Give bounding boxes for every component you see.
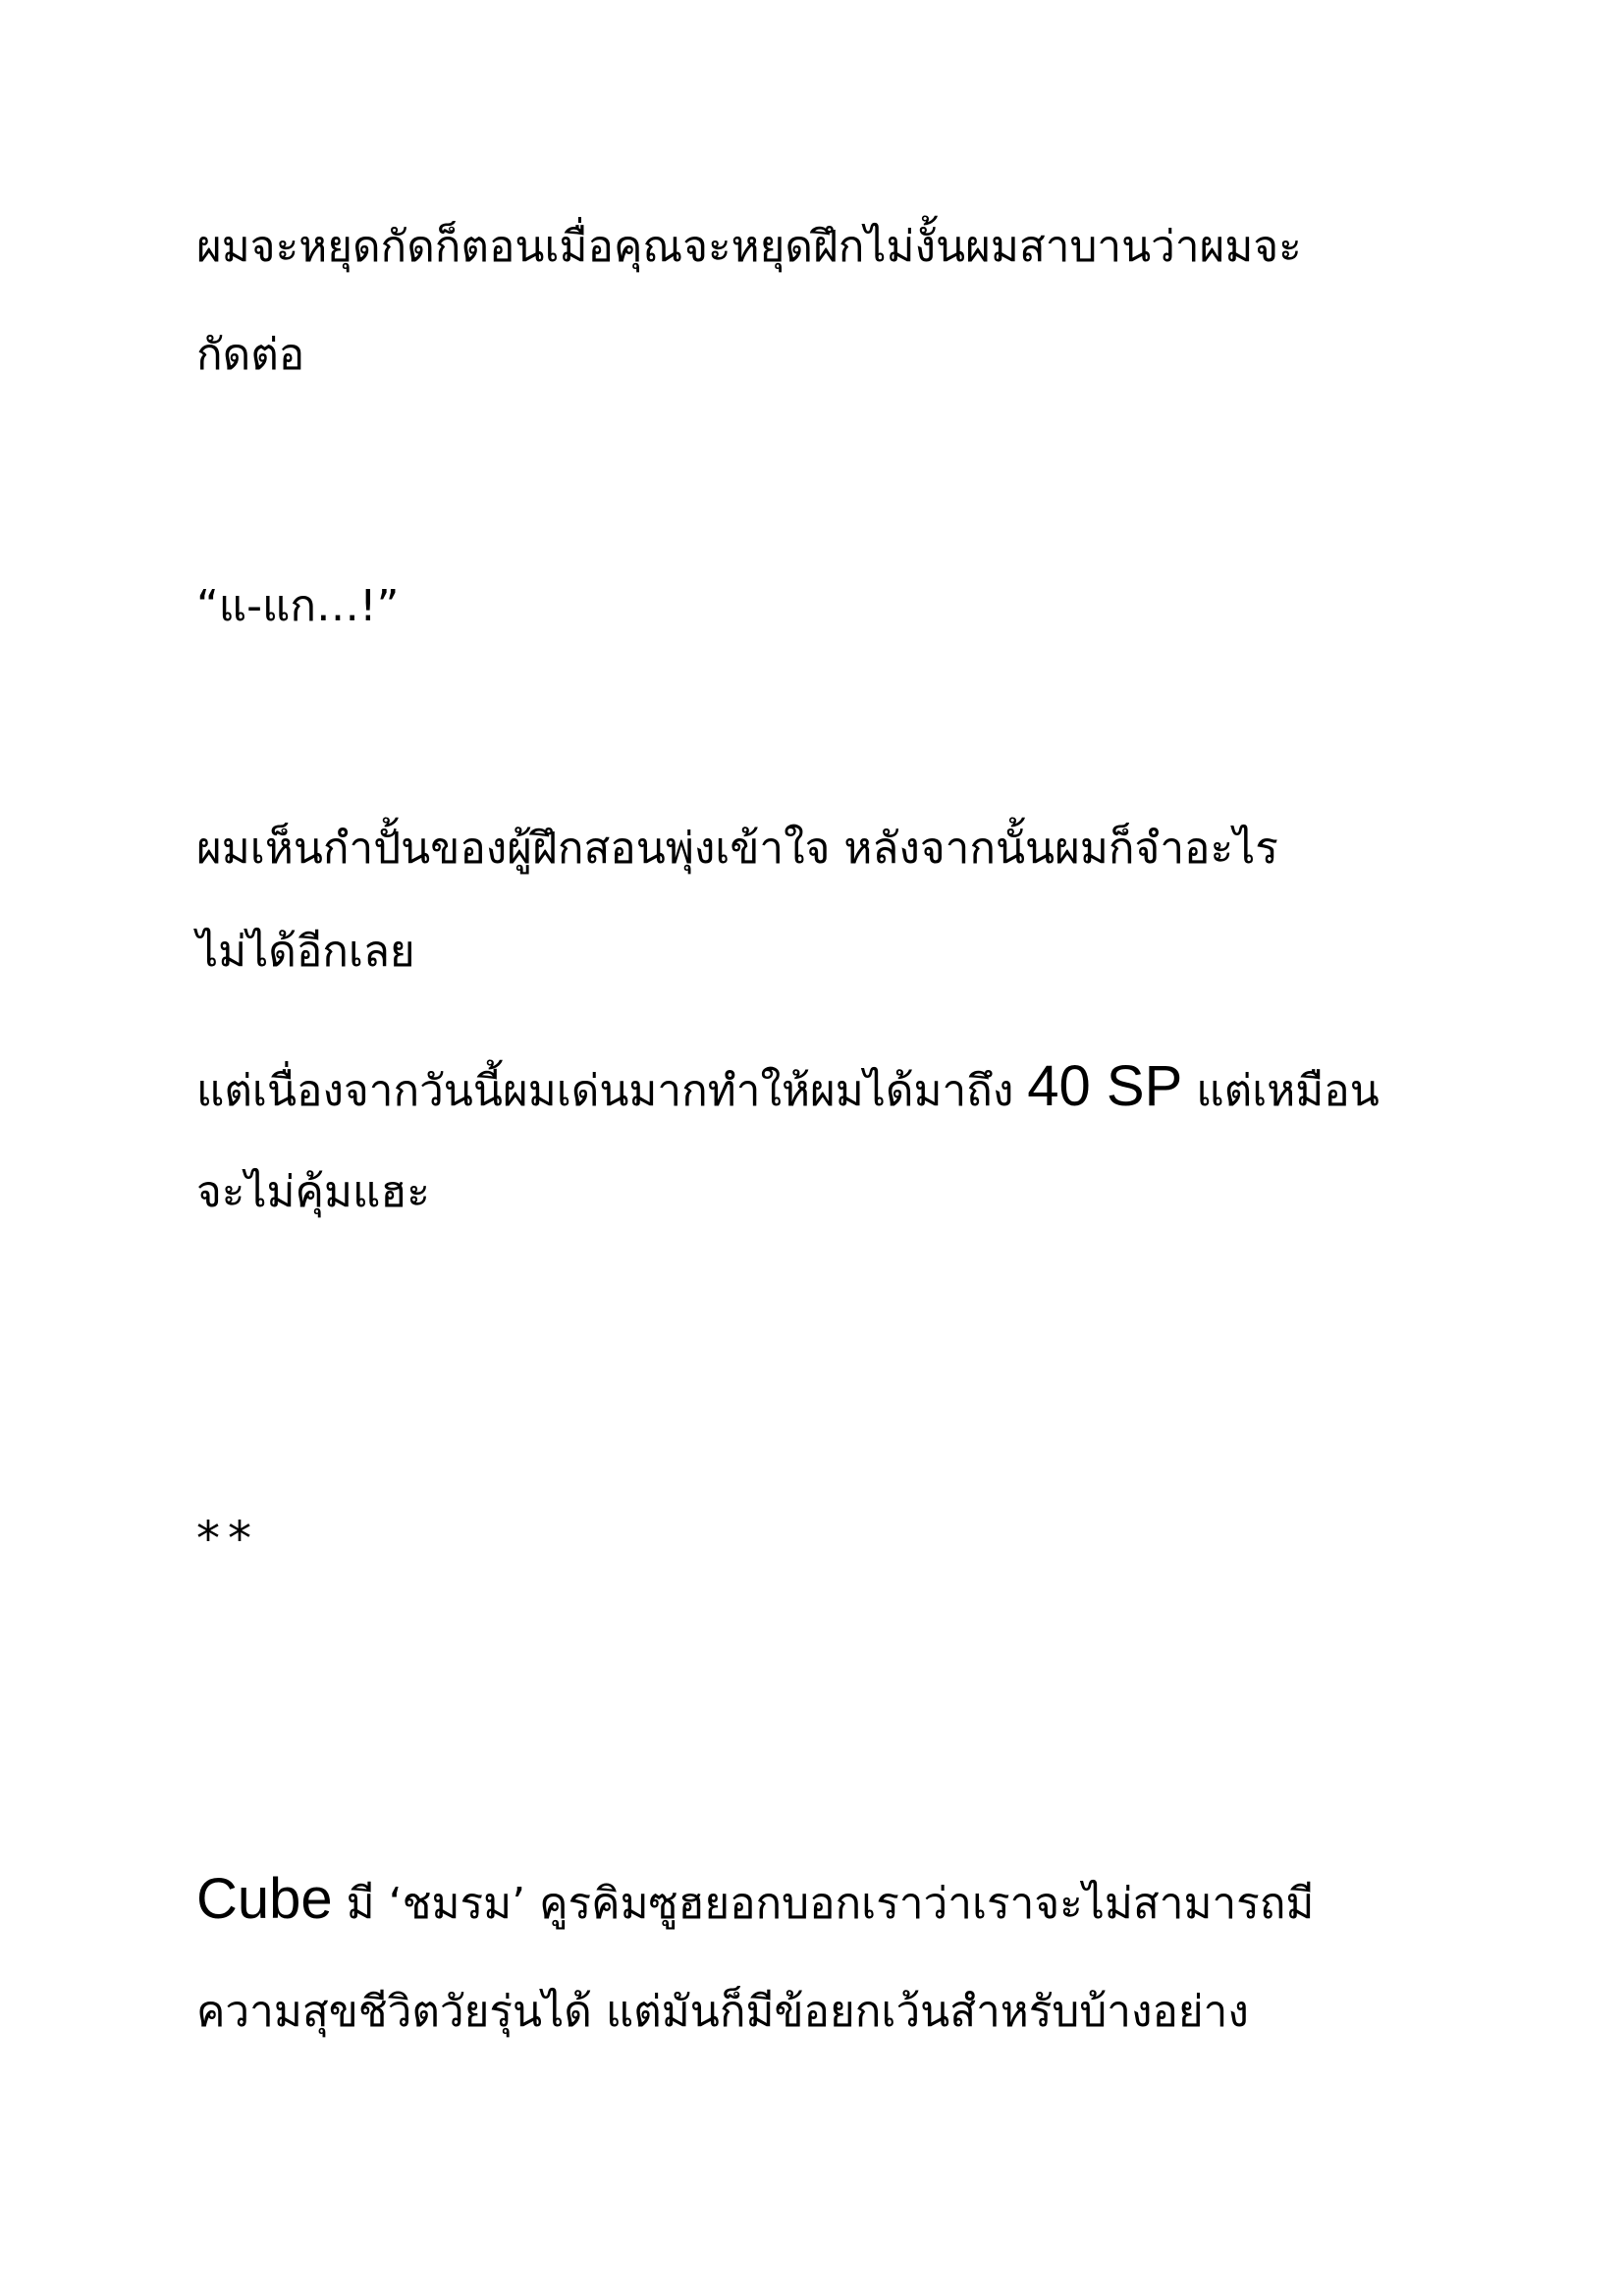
paragraph-3-line-2: ไม่ได้อีกเลย bbox=[196, 927, 415, 977]
paragraph-1-line-1: ผมจะหยุดกัดก็ตอนเมื่อคุณจะหยุดฝึกไม่งั้นผมสาบานว่าผมจะ bbox=[196, 222, 1302, 272]
paragraph-4-line-2: จะไม่คุ้มแฮะ bbox=[196, 1167, 430, 1217]
paragraph-3-line-1: ผมเห็นกำปั้นของผู้ฝึกสอนพุ่งเข้าใจ หลังจากนั้นผมก็จำอะไร bbox=[196, 824, 1278, 874]
paragraph-6-line-1 bbox=[196, 1867, 1315, 1934]
dialogue-line: “แ-แก…!” bbox=[196, 581, 400, 631]
paragraph-1-line-2: กัดต่อ bbox=[196, 330, 305, 380]
paragraph-6-text: มี ‘ชมรม’ คูรคิมซูฮยอกบอกเราว่าเราจะไม่สามารถมี bbox=[332, 1879, 1315, 1929]
paragraph-6-line-2: ความสุขชีวิตวัยรุ่นได้ แต่มันก็มีข้อยกเว้นสำหรับบ้างอย่าง bbox=[196, 1987, 1249, 2037]
paragraph-4-text-start: แต่เนื่องจากวันนี้ผมเด่นมากทำให้ผมได้มาถึง bbox=[196, 1066, 1028, 1116]
sp-amount: 40 SP bbox=[1027, 1054, 1183, 1118]
section-break: ** bbox=[196, 1512, 259, 1567]
paragraph-4-text-end: แต่เหมือน bbox=[1182, 1066, 1380, 1116]
paragraph-4-line-1 bbox=[196, 1054, 1380, 1121]
cube-word: Cube bbox=[196, 1867, 333, 1931]
